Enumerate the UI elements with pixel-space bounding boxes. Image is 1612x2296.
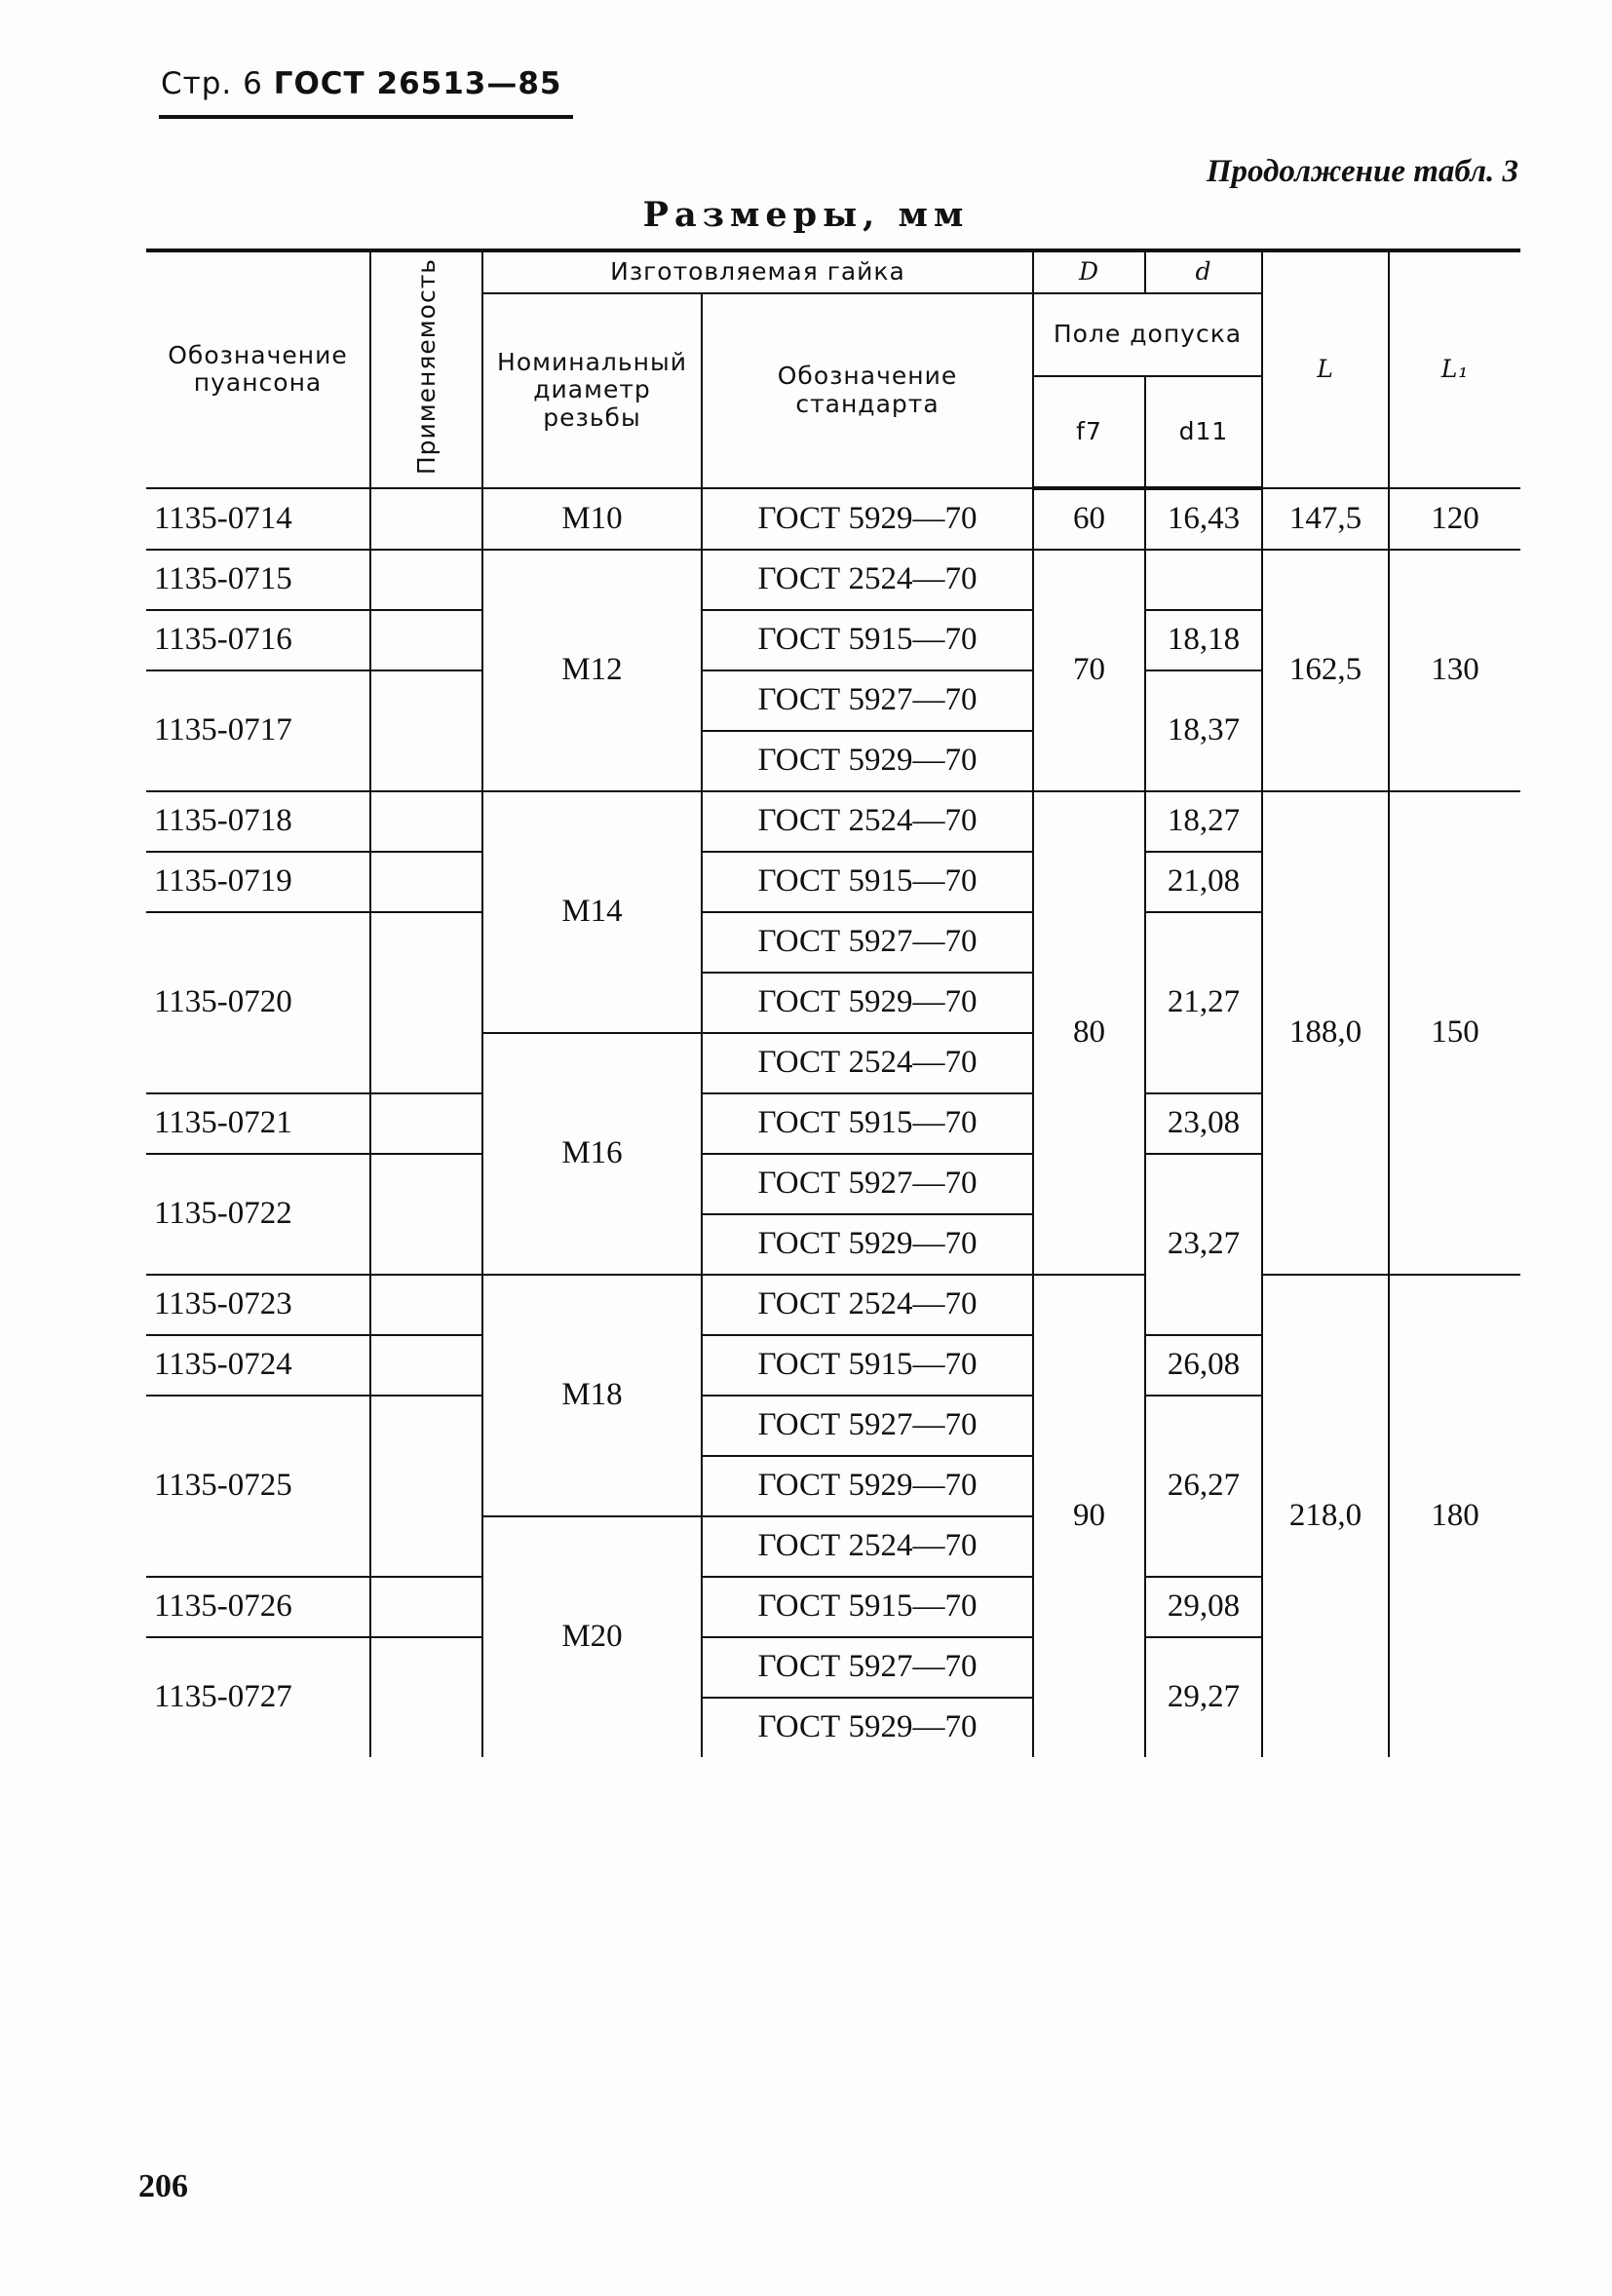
punch-cell: 1135-0727: [146, 1637, 370, 1757]
d-cell: 18,18: [1145, 610, 1262, 670]
application-cell: [370, 1396, 482, 1577]
L1-cell: 180: [1389, 1275, 1520, 1757]
punch-cell: 1135-0717: [146, 670, 370, 791]
punch-cell: 1135-0725: [146, 1396, 370, 1577]
header-rule: [159, 115, 573, 119]
L1-cell: 120: [1389, 488, 1520, 550]
standard-cell: ГОСТ 5927—70: [702, 912, 1033, 973]
standard-number: ГОСТ 26513—85: [273, 66, 562, 101]
L-cell: 218,0: [1262, 1275, 1389, 1757]
application-cell: [370, 1093, 482, 1154]
punch-cell: 1135-0720: [146, 912, 370, 1093]
header-application: Применяемость: [370, 250, 482, 488]
punch-cell: 1135-0715: [146, 550, 370, 610]
standard-cell: ГОСТ 5929—70: [702, 488, 1033, 550]
standard-cell: ГОСТ 5927—70: [702, 1154, 1033, 1214]
header-standard: Обозначение стандарта: [702, 293, 1033, 488]
L1-cell: 130: [1389, 550, 1520, 791]
application-cell: [370, 550, 482, 610]
d-cell: 16,43: [1145, 488, 1262, 550]
header-d: d: [1145, 250, 1262, 293]
application-cell: [370, 1275, 482, 1335]
standard-cell: ГОСТ 5915—70: [702, 610, 1033, 670]
application-cell: [370, 1577, 482, 1637]
thread-cell: M16: [482, 1033, 702, 1275]
d-cell: 26,08: [1145, 1335, 1262, 1396]
header-D: D: [1033, 250, 1145, 293]
D-cell: 70: [1033, 550, 1145, 791]
header-tolerance: Поле допуска: [1033, 293, 1262, 376]
d-cell: 23,08: [1145, 1093, 1262, 1154]
standard-cell: ГОСТ 5929—70: [702, 973, 1033, 1033]
application-cell: [370, 1154, 482, 1275]
standard-cell: ГОСТ 5927—70: [702, 1637, 1033, 1698]
d-cell: 29,27: [1145, 1637, 1262, 1757]
header-d11: d11: [1145, 376, 1262, 488]
d-cell: 18,37: [1145, 670, 1262, 791]
continuation-label: Продолжение табл. 3: [1206, 154, 1518, 189]
punch-cell: 1135-0714: [146, 488, 370, 550]
standard-cell: ГОСТ 5929—70: [702, 1698, 1033, 1757]
dimensions-table: [146, 249, 1520, 1757]
dimensions-table-wrap: [146, 249, 1520, 1757]
d-cell: 21,08: [1145, 852, 1262, 912]
d-cell: 29,08: [1145, 1577, 1262, 1637]
standard-cell: ГОСТ 5927—70: [702, 670, 1033, 731]
standard-cell: ГОСТ 2524—70: [702, 791, 1033, 852]
punch-cell: 1135-0719: [146, 852, 370, 912]
standard-cell: ГОСТ 5915—70: [702, 1335, 1033, 1396]
L-cell: 188,0: [1262, 791, 1389, 1275]
dimensions-title: Размеры, мм: [642, 195, 970, 235]
d-cell: 23,27: [1145, 1154, 1262, 1335]
standard-cell: ГОСТ 2524—70: [702, 1516, 1033, 1577]
page-header: [161, 66, 562, 101]
standard-cell: ГОСТ 2524—70: [702, 1033, 1033, 1093]
application-cell: [370, 610, 482, 670]
punch-cell: 1135-0716: [146, 610, 370, 670]
application-cell: [370, 670, 482, 791]
D-cell: 80: [1033, 791, 1145, 1275]
thread-cell: M12: [482, 550, 702, 791]
header-punch: Обозначение пуансона: [146, 250, 370, 488]
punch-cell: 1135-0724: [146, 1335, 370, 1396]
d-cell: 18,27: [1145, 791, 1262, 852]
header-L: L: [1262, 250, 1389, 488]
d-cell: [1145, 550, 1262, 610]
punch-cell: 1135-0723: [146, 1275, 370, 1335]
d-cell: 26,27: [1145, 1396, 1262, 1577]
page-number: 206: [138, 2168, 188, 2204]
d-cell: 21,27: [1145, 912, 1262, 1093]
application-cell: [370, 791, 482, 852]
L-cell: 162,5: [1262, 550, 1389, 791]
standard-cell: ГОСТ 2524—70: [702, 1275, 1033, 1335]
punch-cell: 1135-0721: [146, 1093, 370, 1154]
punch-cell: 1135-0726: [146, 1577, 370, 1637]
header-nut: Изготовляемая гайка: [482, 250, 1033, 293]
thread-cell: M20: [482, 1516, 702, 1757]
standard-cell: ГОСТ 5929—70: [702, 1456, 1033, 1516]
L-cell: 147,5: [1262, 488, 1389, 550]
standard-cell: ГОСТ 5915—70: [702, 1577, 1033, 1637]
application-cell: [370, 488, 482, 550]
header-L1: L₁: [1389, 250, 1520, 488]
L1-cell: 150: [1389, 791, 1520, 1275]
standard-cell: ГОСТ 5929—70: [702, 1214, 1033, 1275]
header-f7: f7: [1033, 376, 1145, 488]
standard-cell: ГОСТ 2524—70: [702, 550, 1033, 610]
page-label: Стр.: [161, 66, 233, 101]
thread-cell: M18: [482, 1275, 702, 1516]
page-num: 6: [243, 66, 263, 101]
D-cell: 60: [1033, 488, 1145, 550]
punch-cell: 1135-0718: [146, 791, 370, 852]
punch-cell: 1135-0722: [146, 1154, 370, 1275]
standard-cell: ГОСТ 5927—70: [702, 1396, 1033, 1456]
standard-cell: ГОСТ 5929—70: [702, 731, 1033, 791]
standard-cell: ГОСТ 5915—70: [702, 852, 1033, 912]
thread-cell: M10: [482, 488, 702, 550]
header-nominal-diameter: Номинальный диаметр резьбы: [482, 293, 702, 488]
application-cell: [370, 1637, 482, 1757]
thread-cell: M14: [482, 791, 702, 1033]
application-cell: [370, 912, 482, 1093]
D-cell: 90: [1033, 1275, 1145, 1757]
application-cell: [370, 852, 482, 912]
standard-cell: ГОСТ 5915—70: [702, 1093, 1033, 1154]
application-cell: [370, 1335, 482, 1396]
